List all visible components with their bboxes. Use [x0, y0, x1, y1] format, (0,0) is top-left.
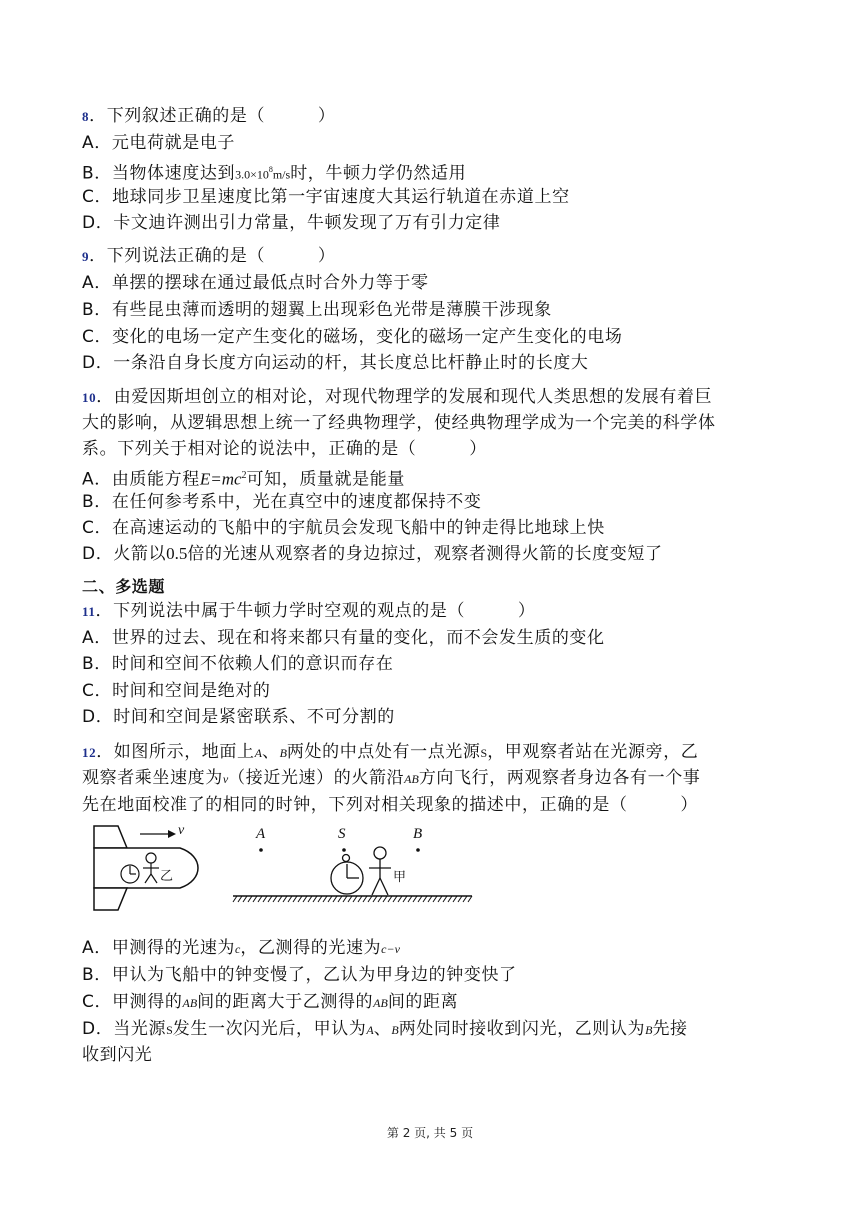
q12-stem-line1: 12．如图所示，地面上A、B两处的中点处有一点光源S，甲观察者站在光源旁，乙	[82, 742, 699, 762]
q8-number: 8	[82, 109, 90, 124]
observer-jia-label: 甲	[393, 870, 407, 885]
point-b-label: B	[413, 826, 423, 842]
point-b-dot	[416, 848, 420, 852]
q10-option-a: A．由质能方程$E=mc^2$可知，质量就是能量	[82, 469, 405, 490]
q8-option-b: B．当物体速度达到$3.0\times 10^8m/s$时，牛顿力学仍然适用	[82, 163, 467, 184]
q9-option-a: A．单摆的摆球在通过最低点时合外力等于零	[82, 273, 429, 293]
q12-option-a: A．甲测得的光速为c，乙测得的光速为c−v	[82, 938, 400, 958]
q10-stem-line2: 大的影响，从逻辑思想上统一了经典物理学，使经典物理学成为一个完美的科学体	[82, 413, 716, 433]
point-a-dot	[259, 848, 263, 852]
velocity-label: v	[178, 823, 185, 838]
q8-option-d: D．卡文迪许测出引力常量，牛顿发现了万有引力定律	[82, 213, 501, 233]
ground-hatching	[233, 896, 472, 902]
q8-option-a: A．元电荷就是电子	[82, 133, 236, 153]
q9-number: 9	[82, 249, 90, 264]
q8-option-c: C．地球同步卫星速度比第一宇宙速度大其运行轨道在赤道上空	[82, 187, 570, 207]
q12-stem-line2: 观察者乘坐速度为v（接近光速）的火箭沿AB方向飞行，两观察者身边各有一个事	[82, 768, 701, 788]
ground-clock-icon	[331, 855, 363, 895]
q12-number: 12	[82, 745, 97, 760]
q10-option-b: B．在任何参考系中，光在真空中的速度都保持不变	[82, 492, 482, 512]
page-footer: 第 2 页, 共 5 页	[386, 1126, 474, 1140]
q9-option-b: B．有些昆虫薄而透明的翅翼上出现彩色光带是薄膜干涉现象	[82, 300, 552, 320]
q11-option-d: D．时间和空间是紧密联系、不可分割的	[82, 707, 395, 727]
q12-option-d-line2: 收到闪光	[82, 1045, 153, 1065]
velocity-arrowhead	[168, 830, 176, 838]
q10-stem-line3: 系。下列关于相对论的说法中，正确的是（ ）	[82, 439, 487, 459]
section-heading-multi-choice: 二、多选题	[82, 577, 166, 596]
q10-option-c: C．在高速运动的飞船中的宇航员会发现飞船中的钟走得比地球上快	[82, 518, 605, 538]
q10-stem-line1: 10．由爱因斯坦创立的相对论，对现代物理学的发展和现代人类思想的发展有着巨	[82, 387, 713, 407]
observer-jia-icon	[369, 847, 391, 895]
q8-stem: 8．下列叙述正确的是（ ）	[82, 106, 336, 126]
q9-option-c: C．变化的电场一定产生变化的磁场，变化的磁场一定产生变化的电场	[82, 327, 623, 347]
q9-option-d: D．一条沿自身长度方向运动的杆，其长度总比杆静止时的长度大	[82, 353, 589, 373]
point-a-label: A	[256, 826, 266, 842]
q11-option-a: A．世界的过去、现在和将来都只有量的变化，而不会发生质的变化	[82, 628, 605, 648]
light-source-s-dot	[342, 848, 346, 852]
q11-option-b: B．时间和空间不依赖人们的意识而存在	[82, 654, 394, 674]
observer-yi-label: 乙	[160, 869, 174, 884]
light-source-s-label: S	[338, 826, 346, 842]
q12-option-b: B．甲认为飞船中的钟变慢了，乙认为甲身边的钟变快了	[82, 965, 517, 985]
q10-number: 10	[82, 390, 97, 405]
q11-stem: 11．下列说法中属于牛顿力学时空观的观点的是（ ）	[82, 601, 536, 621]
q11-option-c: C．时间和空间是绝对的	[82, 681, 271, 701]
q9-stem: 9．下列说法正确的是（ ）	[82, 246, 336, 266]
q12-option-d-line1: D．当光源S发生一次闪光后，甲认为A、B两处同时接收到闪光，乙则认为B先接	[82, 1019, 688, 1039]
q12-stem-line3: 先在地面校准了的相同的时钟，下列对相关现象的描述中，正确的是（ ）	[82, 795, 698, 815]
q11-number: 11	[82, 604, 96, 619]
q12-option-c: C．甲测得的AB间的距离大于乙测得的AB间的距离	[82, 992, 459, 1012]
q12-figure	[80, 818, 480, 918]
q10-option-d: D．火箭以0.5倍的光速从观察者的身边掠过，观察者测得火箭的长度变短了	[82, 544, 663, 564]
